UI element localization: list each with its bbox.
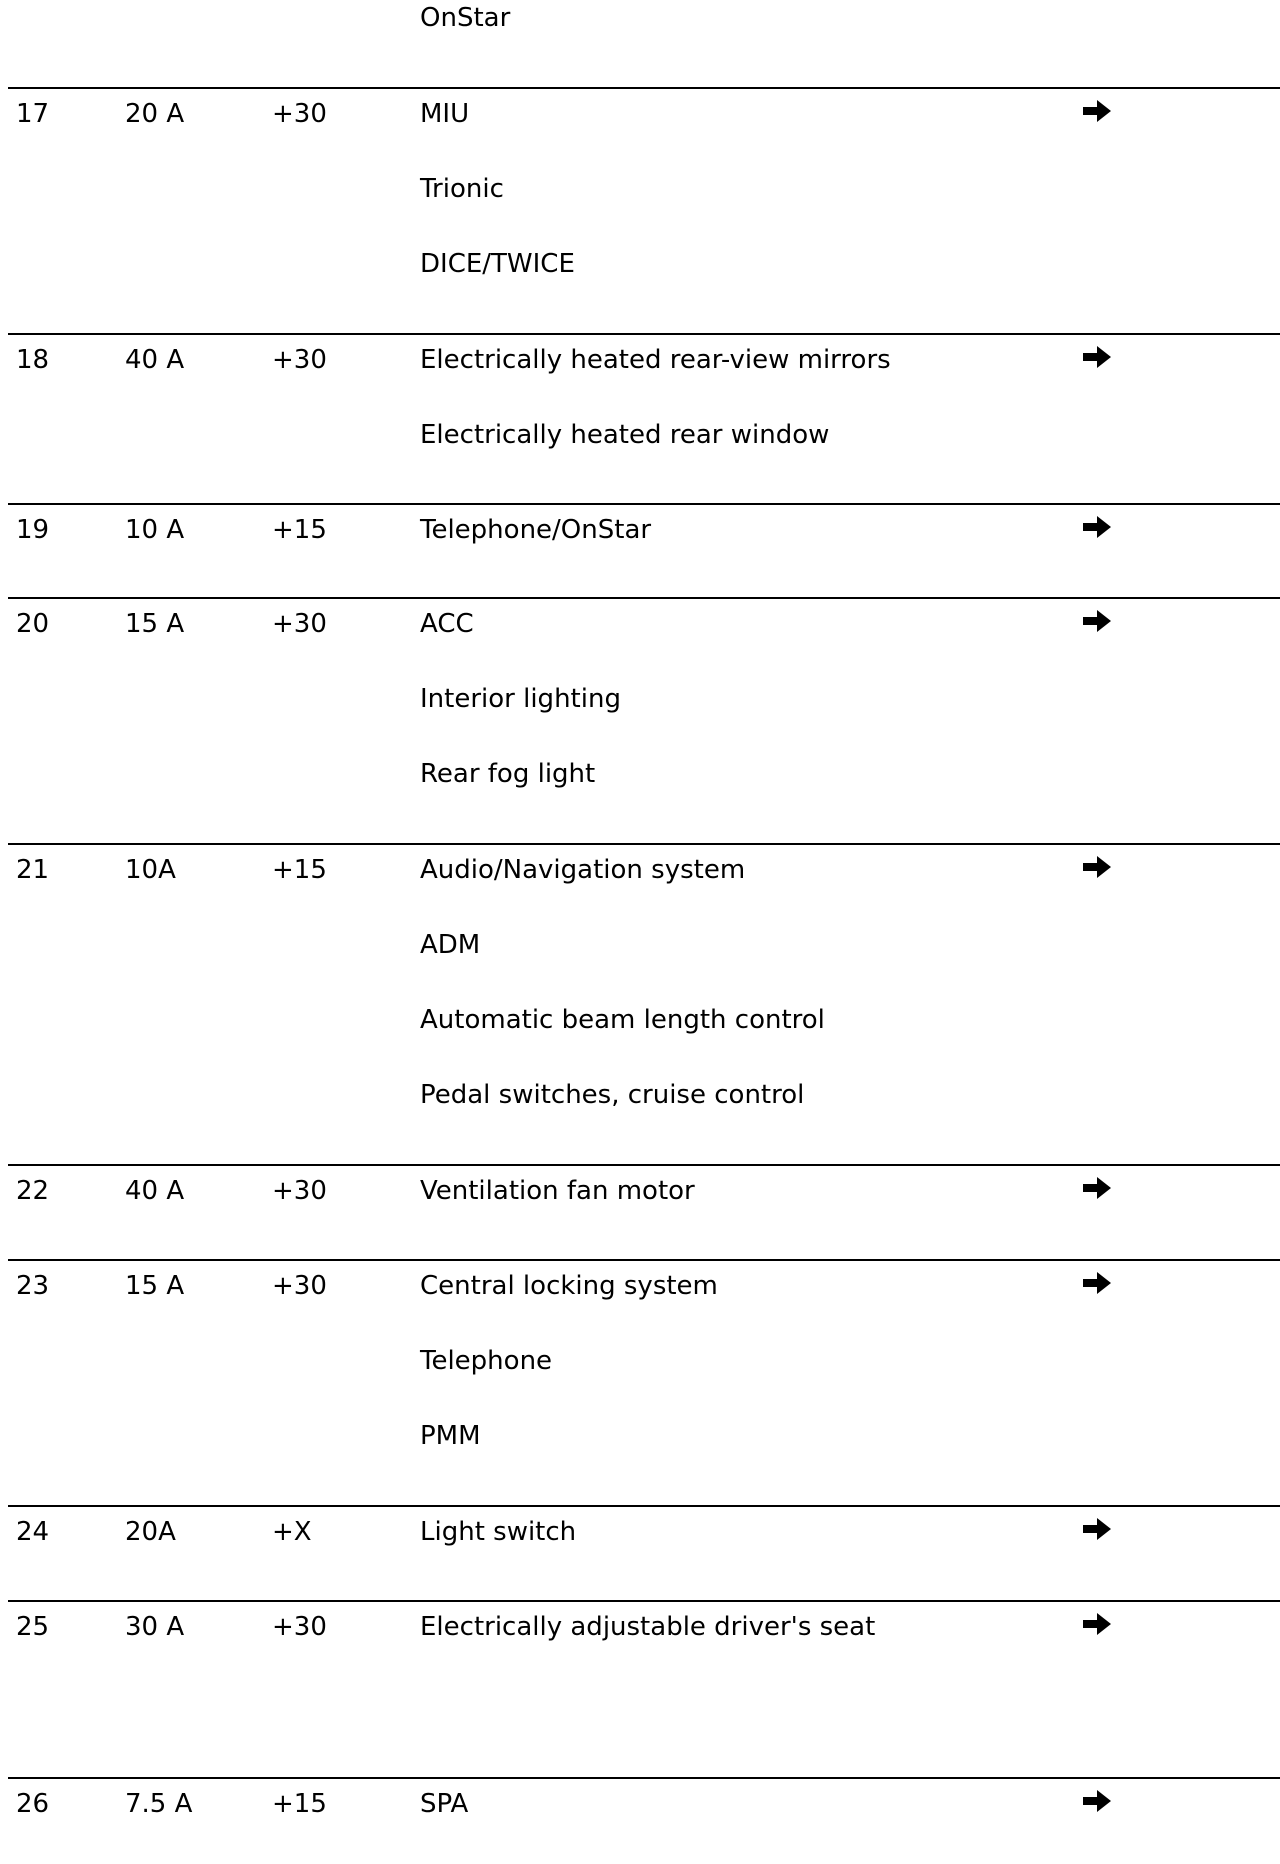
fuse-number: 24 — [16, 1517, 50, 1547]
continuation-functions — [420, 3, 510, 78]
arrow-right-icon[interactable] — [1082, 854, 1112, 880]
fuse-row — [8, 1777, 1280, 1839]
function-line: Electrically heated rear-view mirrors — [420, 345, 891, 375]
fuse-functions — [420, 1517, 576, 1592]
arrow-right-icon[interactable] — [1082, 1175, 1112, 1201]
fuse-functions — [420, 609, 621, 834]
function-line: Central locking system — [420, 1271, 718, 1301]
fuse-functions — [420, 1612, 875, 1687]
function-line: Electrically adjustable driver's seat — [420, 1612, 876, 1642]
arrow-right-icon[interactable] — [1082, 1516, 1112, 1542]
function-line: ADM — [420, 930, 481, 960]
fuse-functions — [420, 1789, 468, 1864]
fuse-number: 25 — [16, 1612, 50, 1642]
fuse-row — [8, 1505, 1280, 1602]
function-line: Ventilation fan motor — [420, 1176, 695, 1206]
function-line: Pedal switches, cruise control — [420, 1080, 805, 1110]
function-line: SPA — [420, 1789, 469, 1819]
fuse-terminal: +15 — [272, 515, 327, 545]
fuse-number: 22 — [16, 1176, 50, 1206]
function-line: ACC — [420, 609, 474, 639]
fuse-amperage: 10 A — [125, 515, 185, 545]
function-line: MIU — [420, 99, 470, 129]
function-line: Light switch — [420, 1517, 577, 1547]
fuse-amperage: 15 A — [125, 609, 185, 639]
fuse-number: 17 — [16, 99, 50, 129]
fuse-terminal: +30 — [272, 345, 327, 375]
function-line: Telephone/OnStar — [420, 515, 652, 545]
fuse-terminal: +15 — [272, 855, 327, 885]
fuse-number: 23 — [16, 1271, 50, 1301]
arrow-right-icon[interactable] — [1082, 1788, 1112, 1814]
fuse-functions — [420, 345, 891, 495]
function-line: Trionic — [420, 174, 504, 204]
arrow-right-icon[interactable] — [1082, 344, 1112, 370]
fuse-terminal: +30 — [272, 1612, 327, 1642]
fuse-amperage: 15 A — [125, 1271, 185, 1301]
fuse-terminal: +30 — [272, 1271, 327, 1301]
fuse-amperage: 30 A — [125, 1612, 185, 1642]
fuse-functions — [420, 99, 575, 324]
function-line: Telephone — [420, 1346, 553, 1376]
function-line: PMM — [420, 1421, 481, 1451]
function-line: OnStar — [420, 3, 511, 33]
fuse-row — [8, 843, 1280, 1166]
arrow-right-icon[interactable] — [1082, 1611, 1112, 1637]
fuse-terminal: +30 — [272, 1176, 327, 1206]
fuse-functions — [420, 855, 825, 1155]
fuse-amperage: 40 A — [125, 1176, 185, 1206]
fuse-functions — [420, 1271, 718, 1496]
arrow-right-icon[interactable] — [1082, 1270, 1112, 1296]
function-line: Audio/Navigation system — [420, 855, 746, 885]
arrow-right-icon[interactable] — [1082, 98, 1112, 124]
fuse-row — [8, 87, 1280, 335]
fuse-number: 21 — [16, 855, 50, 885]
fuse-amperage: 10A — [125, 855, 176, 885]
fuse-terminal: +30 — [272, 609, 327, 639]
fuse-functions — [420, 515, 651, 590]
fuse-amperage: 7.5 A — [125, 1789, 193, 1819]
function-line: Rear fog light — [420, 759, 596, 789]
fuse-terminal: +15 — [272, 1789, 327, 1819]
fuse-number: 18 — [16, 345, 50, 375]
fuse-row — [8, 1600, 1280, 1779]
fuse-number: 26 — [16, 1789, 50, 1819]
fuse-amperage: 20 A — [125, 99, 185, 129]
function-line: Electrically heated rear window — [420, 420, 830, 450]
function-line: Automatic beam length control — [420, 1005, 825, 1035]
function-line: DICE/TWICE — [420, 249, 575, 279]
fuse-terminal: +X — [272, 1517, 312, 1547]
fuse-row — [8, 1164, 1280, 1261]
fuse-row — [8, 597, 1280, 845]
fuse-row — [8, 1259, 1280, 1507]
function-line: Interior lighting — [420, 684, 621, 714]
fuse-row — [8, 503, 1280, 599]
fuse-terminal: +30 — [272, 99, 327, 129]
fuse-number: 19 — [16, 515, 50, 545]
fuse-row — [8, 333, 1280, 505]
arrow-right-icon[interactable] — [1082, 608, 1112, 634]
arrow-right-icon[interactable] — [1082, 514, 1112, 540]
fuse-amperage: 40 A — [125, 345, 185, 375]
fuse-amperage: 20A — [125, 1517, 176, 1547]
fuse-functions — [420, 1176, 695, 1251]
fuse-number: 20 — [16, 609, 50, 639]
